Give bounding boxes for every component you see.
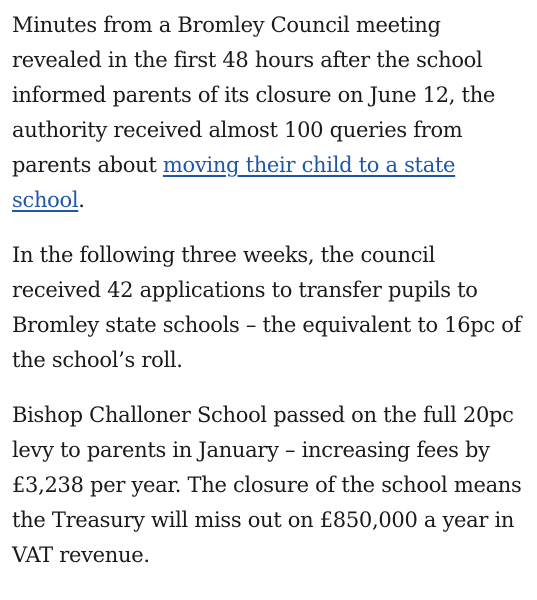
paragraph-text-end: .	[78, 188, 85, 212]
paragraph-text: Minutes from a Bromley Council meeting revealed in the first 48 hours after the school informed parents of its closure on June 12, the authority received almost 100 queries from parents about	[12, 13, 496, 177]
state-school-link[interactable]: moving their child to a state school	[12, 153, 456, 212]
paragraph-transfer-applications: In the following three weeks, the council received 42 applications to transfer pupils to Bromley state schools – the equivalent to 16pc of the school’s roll.	[12, 243, 522, 372]
paragraph-bromley-council-minutes	[12, 8, 529, 218]
paragraph-vat-levy: Bishop Challoner School passed on the full 20pc levy to parents in January – increasing fees by £3,238 per year. The closure of the school means the Treasury will miss out on £850,000 a year in VAT revenue.	[12, 403, 522, 567]
